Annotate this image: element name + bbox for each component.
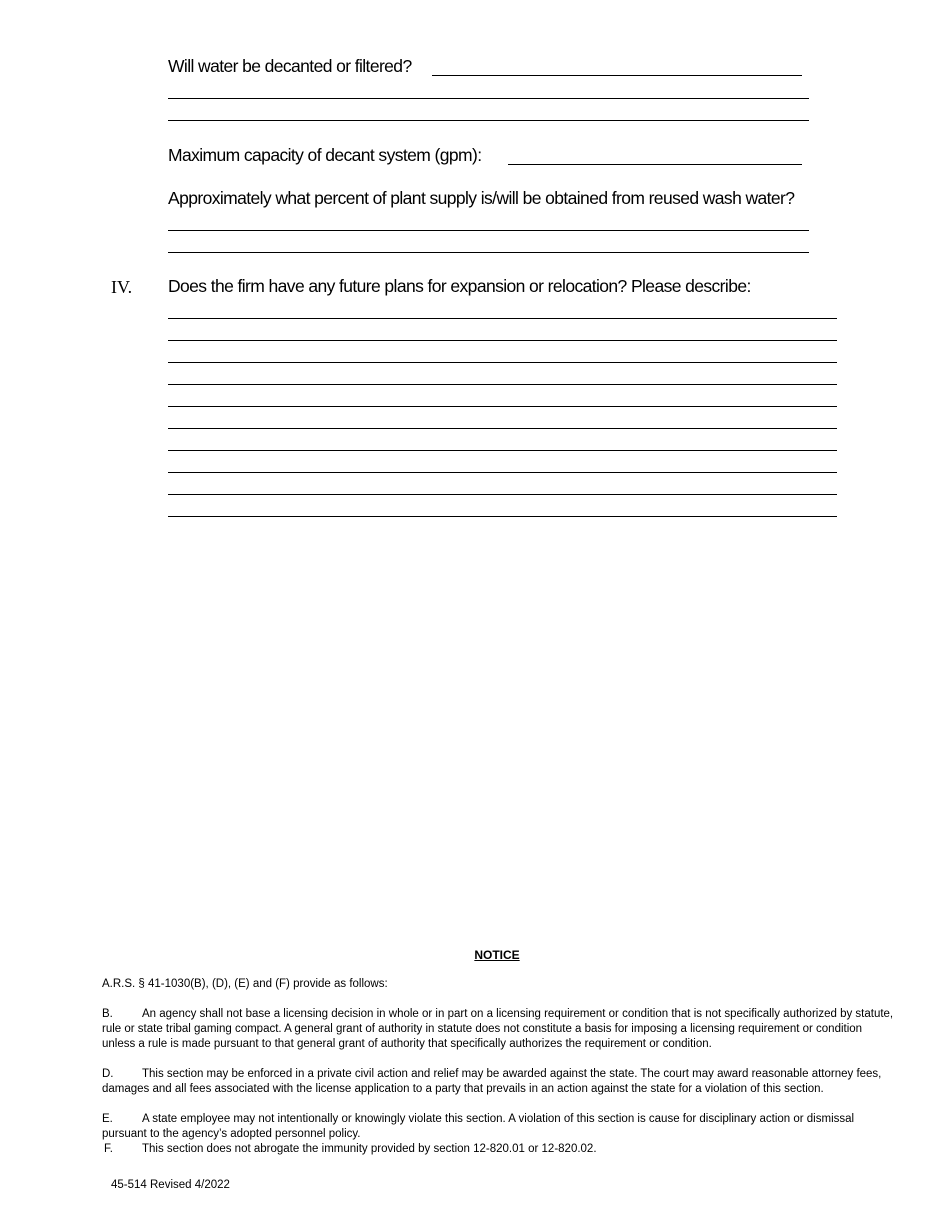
- paragraph-text: This section does not abrogate the immunity provided by section 12-820.01 or 12-820.02.: [142, 1143, 597, 1155]
- question-decant-capacity: Maximum capacity of decant system (gpm):: [168, 145, 482, 165]
- paragraph-letter: F.: [104, 1143, 113, 1155]
- question-decant-filter: Will water be decanted or filtered?: [168, 56, 412, 76]
- question-reused-wash-water: Approximately what percent of plant supply is/will be obtained from reused wash water?: [168, 188, 795, 208]
- answer-line-expansion-6[interactable]: [168, 428, 837, 429]
- question-expansion-plans: Does the firm have any future plans for expansion or relocation? Please describe:: [168, 276, 751, 296]
- section-number: IV.: [111, 277, 133, 297]
- answer-line-expansion-9[interactable]: [168, 494, 837, 495]
- paragraph-letter: B.: [102, 1008, 113, 1020]
- answer-line-expansion-4[interactable]: [168, 384, 837, 385]
- answer-line-expansion-1[interactable]: [168, 318, 837, 319]
- answer-line-expansion-3[interactable]: [168, 362, 837, 363]
- paragraph-text: A state employee may not intentionally or knowingly violate this section. A violation of this section is cause for disciplinary action or dismissal pursuant to the agency’s adopted personnel policy.: [102, 1113, 855, 1140]
- answer-line-expansion-8[interactable]: [168, 472, 837, 473]
- answer-line-decant-3[interactable]: [168, 120, 809, 121]
- notice-paragraph-d: [102, 1067, 894, 1097]
- notice-paragraph-e: [102, 1112, 894, 1142]
- answer-line-expansion-2[interactable]: [168, 340, 837, 341]
- notice-paragraph-b: [102, 1007, 894, 1052]
- answer-line-expansion-10[interactable]: [168, 516, 837, 517]
- answer-line-decant[interactable]: [432, 75, 802, 76]
- answer-line-decant-2[interactable]: [168, 98, 809, 99]
- answer-line-expansion-5[interactable]: [168, 406, 837, 407]
- answer-line-expansion-7[interactable]: [168, 450, 837, 451]
- paragraph-letter: E.: [102, 1113, 113, 1125]
- paragraph-text: An agency shall not base a licensing decision in whole or in part on a licensing requirement or condition that is not specifically authorized by statute, rule or state tribal gaming compact. A general grant of authority in statute does not constitute a basis for imposing a licensing requirement or condition unless a rule is made pursuant to that general grant of authority that specifically authorizes the requirement or condition.: [102, 1008, 894, 1050]
- answer-line-capacity[interactable]: [508, 164, 802, 165]
- notice-intro: A.R.S. § 41-1030(B), (D), (E) and (F) provide as follows:: [102, 978, 388, 990]
- answer-line-percent-2[interactable]: [168, 252, 809, 253]
- answer-line-percent-1[interactable]: [168, 230, 809, 231]
- notice-title: NOTICE: [474, 948, 520, 962]
- paragraph-letter: D.: [102, 1068, 114, 1080]
- form-number: 45-514 Revised 4/2022: [111, 1179, 230, 1191]
- notice-paragraph-f: [104, 1142, 896, 1157]
- paragraph-text: This section may be enforced in a private civil action and relief may be awarded against the state. The court may award reasonable attorney fees, damages and all fees associated with the license application to a party that prevails in an action against the state for a violation of this section.: [102, 1068, 882, 1095]
